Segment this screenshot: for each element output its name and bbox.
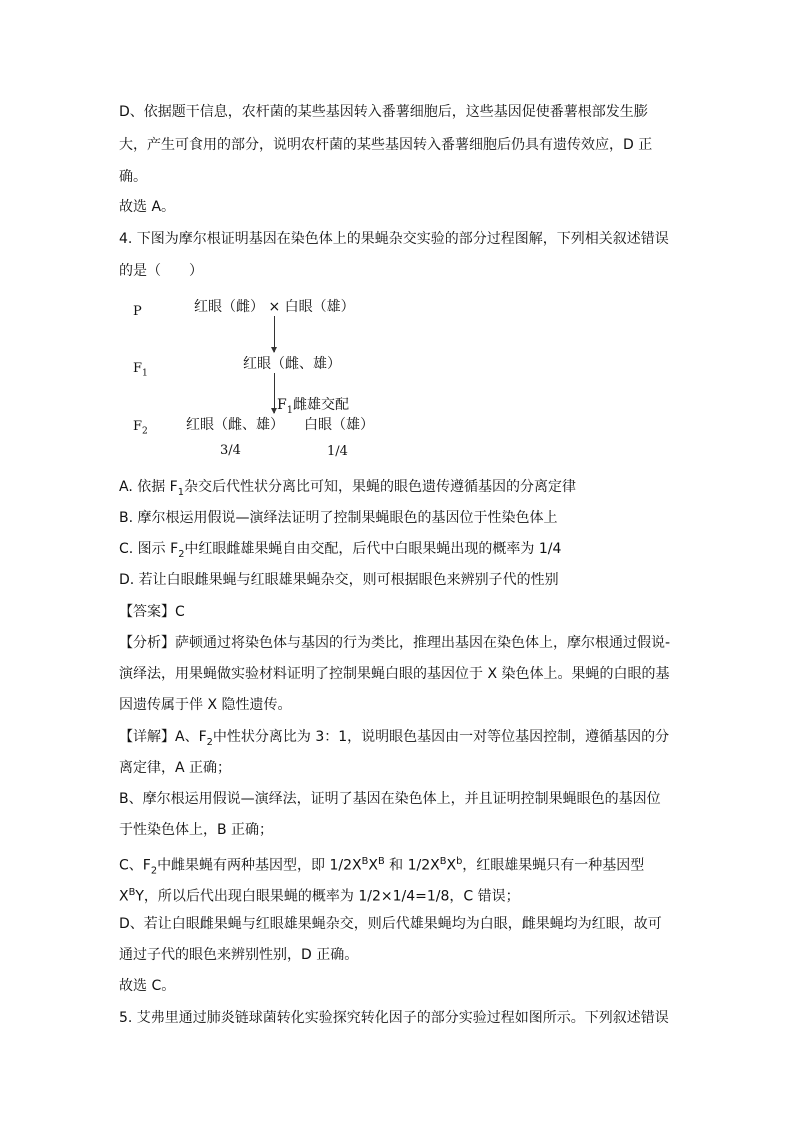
f1-phenotype: 红眼（雌、雄） [243, 356, 341, 372]
q4-analysis-line1: 【分析】萨顿通过将染色体与基因的行为类比，推理出基因在染色体上，摩尔根通过假说- [119, 635, 671, 651]
q4-detail-line7: D、若让白眼雌果蝇与红眼雄果蝇杂交，则后代雄果蝇均为白眼，雌果蝇均为红眼，故可 [119, 916, 662, 932]
q4-choose: 故选 C。 [119, 978, 176, 994]
parental-cross: 红眼（雌） × 白眼（雄） [194, 299, 355, 315]
generation-f2-label: $F_2$ [133, 419, 148, 437]
q3-option-d-line2: 大，产生可食用的部分，说明农杆菌的某些基因转入番薯细胞后仍具有遗传效应，D 正 [119, 137, 653, 153]
q4-detail-line3: B、摩尔根运用假说—演绎法，证明了基因在染色体上，并且证明控制果蝇眼色的基因位 [119, 791, 661, 807]
q4-detail-line5: C、$F_2$中雌果蝇有两种基因型，即 $1/2X^BX^B$ 和 $1/2X^BX^b$，红眼雄果蝇只有一种基因型 [119, 856, 645, 877]
f2-white-eye: 白眼（雄） [304, 417, 374, 433]
f2-red-eye: 红眼（雌、雄） [186, 417, 284, 433]
ratio-white: 1/4 [327, 444, 348, 459]
ratio-red: 3/4 [220, 443, 241, 458]
q4-option-c: C. 图示 $F_2$中红眼雌雄果蝇自由交配，后代中白眼果蝇出现的概率为 1/4 [119, 541, 562, 560]
q5-stem-line1: 5. 艾弗里通过肺炎链球菌转化实验探究转化因子的部分实验过程如图所示。下列叙述错误 [119, 1010, 669, 1026]
q4-detail-line8: 通过子代的眼色来辨别性别，D 正确。 [119, 947, 359, 963]
q4-detail-line4: 于性染色体上，B 正确； [119, 822, 274, 838]
generation-f1-label: $F_1$ [133, 361, 148, 379]
f1-mating-label: $F_1$雌雄交配 [277, 397, 349, 416]
arrow-p-to-f1 [274, 316, 275, 352]
q4-stem-line2: 的是（ ） [119, 263, 203, 279]
q4-answer: 【答案】C [119, 604, 185, 620]
q4-detail-line1: 【详解】A、$F_2$中性状分离比为 3：1，说明眼色基因由一对等位基因控制，遵循基因的分 [119, 729, 670, 748]
arrow-f1-to-f2 [274, 373, 275, 413]
q3-choose: 故选 A。 [119, 199, 176, 215]
q4-analysis-line2: 演绎法，用果蝇做实验材料证明了控制果蝇白眼的基因位于 X 染色体上。果蝇的白眼的基 [119, 666, 670, 682]
q4-option-b: B. 摩尔根运用假说—演绎法证明了控制果蝇眼色的基因位于性染色体上 [119, 510, 558, 526]
generation-p-label: P [133, 304, 142, 319]
q3-option-d-line3: 确。 [119, 169, 147, 185]
q4-detail-line2: 离定律，A 正确； [119, 760, 232, 776]
q4-analysis-line3: 因遗传属于伴 X 隐性遗传。 [119, 697, 292, 713]
q4-stem-line1: 4. 下图为摩尔根证明基因在染色体上的果蝇杂交实验的部分过程图解，下列相关叙述错误 [119, 231, 669, 247]
q4-detail-line6: $X^BY$，所以后代出现白眼果蝇的概率为 1/2×1/4=1/8，C 错误； [119, 887, 520, 905]
q4-option-d: D. 若让白眼雌果蝇与红眼雄果蝇杂交，则可根据眼色来辨别子代的性别 [119, 572, 559, 588]
q3-option-d-line1: D、依据题干信息，农杆菌的某些基因转入番薯细胞后，这些基因促使番薯根部发生膨 [119, 104, 648, 120]
q4-option-a: A. 依据 $F_1$杂交后代性状分离比可知，果蝇的眼色遗传遵循基因的分离定律 [119, 479, 576, 498]
